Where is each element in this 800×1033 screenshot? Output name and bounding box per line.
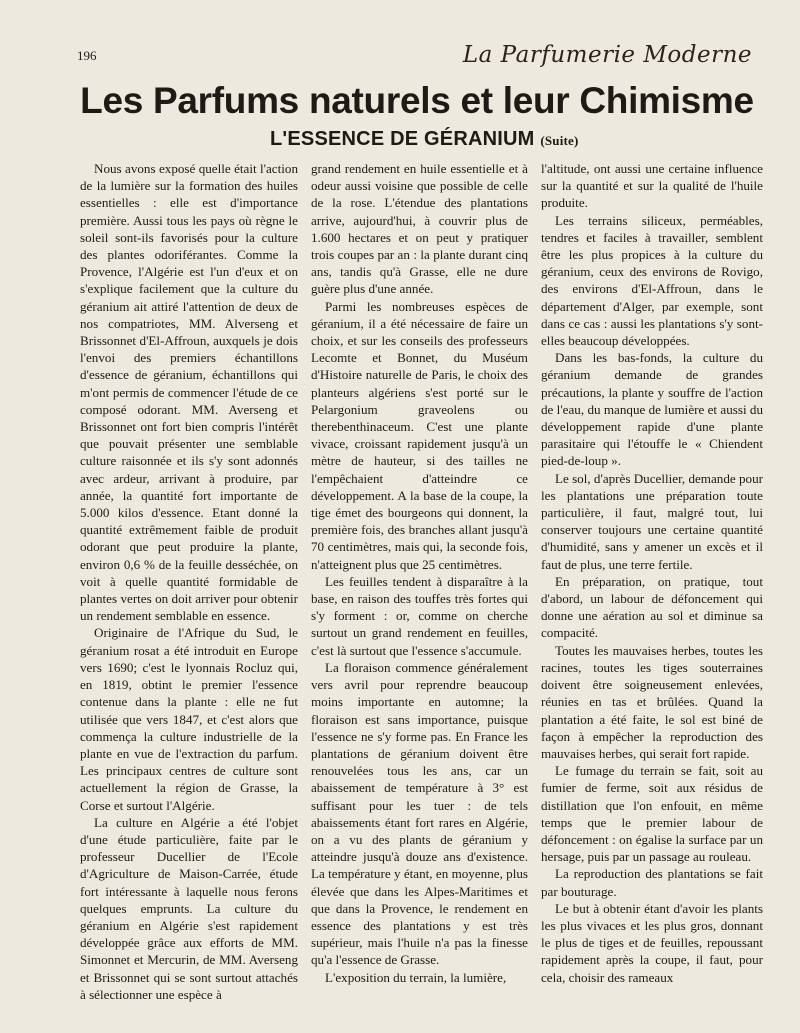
subtitle-note: (Suite) [540,133,579,148]
paragraph: Les feuilles tendent à disparaître à la base, en raison des touffes très fortes qui s'y forment : or, comme on cherche surtout un grand rendement en feuilles, c'est là surtout que l'essence s'accumule. [311,573,528,658]
paragraph: En préparation, on pratique, tout d'abord, un labour de défoncement qui donne une aération au sol et diminue sa compacité. [541,573,763,641]
subtitle-text: L'ESSENCE DE GÉRANIUM [270,128,535,150]
paragraph: grand rendement en huile essentielle et à odeur aussi voisine que possible de celle de la rose. L'étendue des plantations arrive, aujourd'hui, à couvrir plus de 1.600 hectares et on peut y pratiquer trois coupes par an : la plante durant cinq ans, tandis qu'à Grasse, elle ne dure guère plus d'une année. [311,161,528,297]
column-1 [80,160,298,1003]
column-3 [541,160,763,986]
paragraph: La floraison commence généralement vers avril pour reprendre beaucoup moins importante en automne; la floraison est sans importance, puisque l'essence ne s'y forme pas. En France les plantations de géranium doivent être renouvelées tous les ans, car un abaissement de température à 3° est suffisant pour les tuer : de tels abaissements étant fort rares en Algérie, on a vu des plants de géranium y atteindre jusqu'à douze ans d'existence. La température y étant, en moyenne, plus élevée que dans les Alpes-Maritimes et que dans la Provence, le rendement en essence des plantations y est très supérieur, mais l'huile n'a pas la finesse qu'a l'essence de Grasse. [311,659,528,968]
paragraph: Toutes les mauvaises herbes, toutes les racines, toutes les tiges souterraines doivent être soigneusement enlevées, réunies en tas et brûlées. Quand la plantation a été faite, le sol est biné de façon à empêcher la reproduction des mauvaises herbes, qui serait fort rapide. [541,642,763,761]
article-title: Les Parfums naturels et leur Chimisme [80,80,754,121]
paragraph: Les terrains siliceux, perméables, tendres et faciles à travailler, semblent être les plus propices à la culture du géranium, ceux des environs de Rovigo, des environs d'El-Affroun, dans le département d'Alger, par exemple, sont dans ce cas : aussi les plantations s'y sont-elles beaucoup développées. [541,212,763,349]
article-subtitle [270,126,700,154]
paragraph: L'exposition du terrain, la lumière, [325,969,507,985]
paragraph: Le but à obtenir étant d'avoir les plants les plus vivaces et les plus gros, donnant le plus de tiges et de feuilles, repoussant rapidement après la coupe, il faut, pour cela, choisir des rameaux [541,900,763,985]
column-2 [311,160,528,986]
paragraph: Dans les bas-fonds, la culture du géranium demande de grandes précautions, la plante y souffre de l'action de l'eau, du manque de lumière et aussi du développement rapide d'une plante parasitaire qui l'étouffe le « Chiendent pied-de-loup ». [541,350,763,469]
paragraph: l'altitude, ont aussi une certaine influence sur la quantité et sur la qualité de l'huile produite. [541,161,763,211]
paragraph: La reproduction des plantations se fait par bouturage. [541,866,763,899]
paragraph: Le sol, d'après Ducellier, demande pour les plantations une préparation toute particulière, il faut, malgré tout, lui conserver toujours une certaine quantité d'humidité, sans y amener un excès et il faut de plus, une terre fertile. [541,470,763,572]
running-head: La Parfumerie Moderne [462,42,752,68]
page-number: 196 [77,48,97,63]
paragraph: Parmi les nombreuses espèces de géranium, il a été nécessaire de faire un choix, et sur les conseils des professeurs Lecomte et Bonnet, du Muséum d'Histoire naturelle de Paris, le choix des planteurs algériens s'est porté sur le Pelargonium graveolens ou therebenthinaceum. C'est une plante vivace, croissant rapidement jusqu'à un mètre de hauteur, si des tailles ne l'empêchaient d'atteindre ce développement. A la base de la coupe, la tige émet des bourgeons qui donnent, la première fois, des branches allant jusqu'à 70 centimètres, mais qui, la seconde fois, n'atteignent plus que 25 centimètres. [311,298,528,572]
paragraph: Le fumage du terrain se fait, soit au fumier de ferme, soit aux résidus de distillation que l'on enfouit, en même temps que le premier labour de défoncement : on égalise la surface par un hersage, puis par un passage au rouleau. [541,763,763,865]
paragraph: Nous avons exposé quelle était l'action de la lumière sur la formation des huiles essentielles : elle est d'importance première. Aussi tous les pays où règne le soleil sont-ils favorisés pour la culture des plantes odoriférantes. Comme la Provence, l'Algérie est l'un d'eux et on s'explique facilement que la culture du géranium ait attiré l'attention de deux de nos compatriotes, MM. Alverseng et Brissonnet d'El-Affroun, auxquels je dois l'envoi des premiers échantillons d'essence de géranium, échantillons qui m'ont permis de commencer l'étude de ce composé odorant. MM. Averseng et Brissonnet ont fort bien compris l'intérêt que pouvait présenter une semblable culture raisonnée et ils s'y sont adonnés avec ardeur, arrivant à produire, par année, la quantité fort importante de 5.000 kilos d'essence. Etant donné la quantité extrêmement faible de produit odorant que peut produire la plante, environ 0,6 % de la feuille desséchée, on voit à quelle quantité formidable de plantes vertes on doit arriver pour obtenir un rendement semblable en essence. [80,161,298,624]
paragraph: Originaire de l'Afrique du Sud, le géranium rosat a été introduit en Europe vers 1690; c'est le lyonnais Rocluz qui, en 1819, obtint le premier l'essence contenue dans la plante : elle ne fut utilisée que vers 1847, et c'est alors que commença la culture industrielle de la plante en vue de l'extraction du parfum. Les principaux centres de culture sont actuellement la région de Grasse, la Corse et surtout l'Algérie. [80,625,298,813]
paragraph: La culture en Algérie a été l'objet d'une étude particulière, faite par le professeur Ducellier de l'Ecole d'Agriculture de Maison-Carrée, étude fort intéressante à laquelle nous ferons quelques emprunts. La culture du géranium en Algérie s'est rapidement développée grâce aux efforts de MM. Simonnet et Mercurin, de MM. Averseng et Brissonnet qui se sont surtout attachés à sélectionner une espèce à [80,814,298,1002]
